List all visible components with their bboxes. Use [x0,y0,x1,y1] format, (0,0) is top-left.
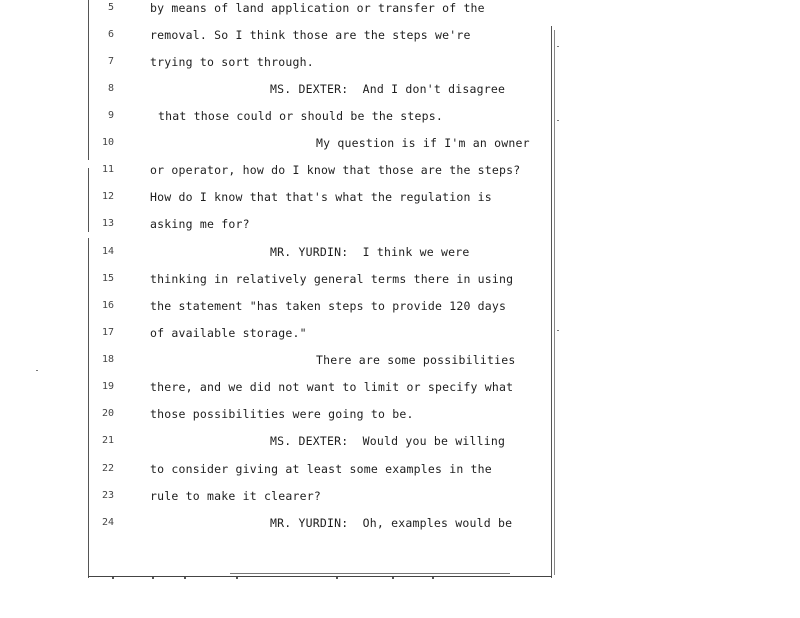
line-number: 11 [101,164,114,175]
line-text: to consider giving at least some examples in the [150,462,492,476]
line-text: thinking in relatively general terms there in using [150,272,514,286]
transcript-line [0,135,560,155]
line-text: those possibilities were going to be. [150,407,414,421]
transcript-line [0,81,560,101]
line-text: the statement "has taken steps to provide 120 days [150,299,507,313]
line-text: of available storage." [150,326,307,340]
transcript-line [0,54,560,74]
line-number: 7 [107,56,114,67]
transcript-line [0,108,560,128]
line-text: MR. YURDIN: I think we were [270,245,470,259]
transcript-line [0,162,560,182]
line-number: 9 [107,110,114,121]
scan-mark [392,577,394,579]
line-number: 10 [101,137,114,148]
line-text: MS. DEXTER: And I don't disagree [270,82,506,96]
line-number: 18 [101,354,114,365]
bottom-margin-rule [88,576,552,577]
transcript-line [0,271,560,291]
line-number: 13 [101,218,114,229]
transcript-line [0,216,560,236]
scan-mark [432,577,434,579]
transcript-line [0,515,560,535]
transcript-line [0,352,560,372]
transcript-line [0,27,560,47]
line-number: 19 [101,381,114,392]
line-text: removal. So I think those are the steps we're [150,28,471,42]
line-number: 6 [107,29,114,40]
line-number: 12 [101,191,114,202]
transcript-line [0,189,560,209]
transcript-line [0,461,560,481]
line-text: by means of land application or transfer of the [150,1,485,15]
line-text: asking me for? [150,217,250,231]
line-text: There are some possibilities [316,353,516,367]
line-number: 22 [101,463,114,474]
line-number: 20 [101,408,114,419]
line-text: trying to sort through. [150,55,314,69]
transcript-line [0,379,560,399]
line-number: 14 [101,246,114,257]
scan-mark [112,577,114,579]
scan-mark [184,577,186,579]
transcript-line [0,406,560,426]
line-number: 8 [107,83,114,94]
line-text: that those could or should be the steps. [158,109,443,123]
line-number: 5 [107,2,114,13]
transcript-line [0,433,560,453]
line-text: there, and we did not want to limit or specify what [150,380,514,394]
line-text: How do I know that that's what the regulation is [150,190,492,204]
scan-mark [236,577,238,579]
line-number: 16 [101,300,114,311]
transcript-line [0,0,560,20]
scan-mark [152,577,154,579]
transcript-line [0,325,560,345]
bottom-margin-rule-secondary [230,573,510,574]
line-text: or operator, how do I know that those are the steps? [150,163,521,177]
line-text: My question is if I'm an owner [316,136,530,150]
line-number: 24 [101,517,114,528]
line-text: MS. DEXTER: Would you be willing [270,434,506,448]
line-text: MR. YURDIN: Oh, examples would be [270,516,513,530]
scan-mark [336,577,338,579]
line-number: 17 [101,327,114,338]
transcript-line [0,298,560,318]
line-number: 23 [101,490,114,501]
line-number: 21 [101,435,114,446]
line-number: 15 [101,273,114,284]
transcript-line [0,244,560,264]
line-text: rule to make it clearer? [150,489,321,503]
transcript-line [0,488,560,508]
